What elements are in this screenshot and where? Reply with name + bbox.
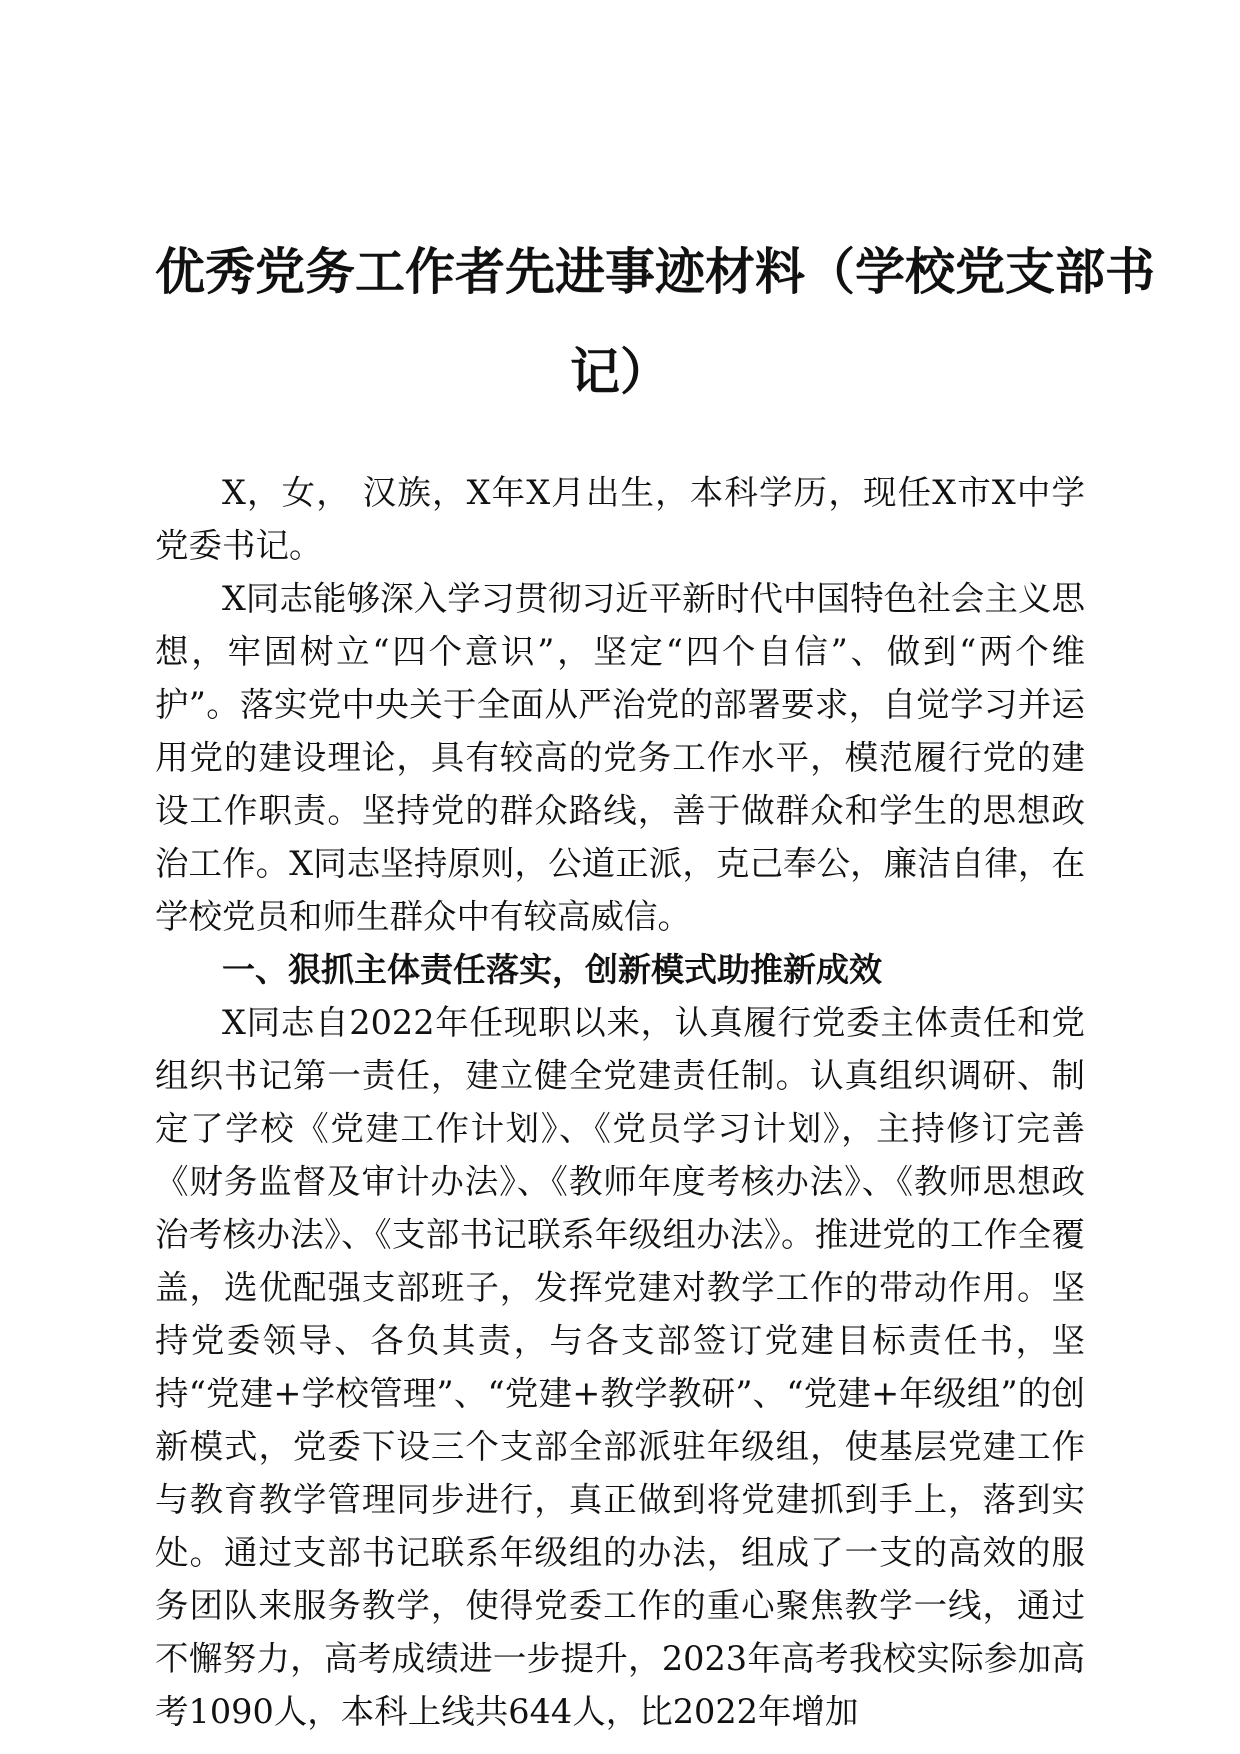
document-body — [155, 466, 1085, 1738]
section-1-paragraph: X同志自2022年任现职以来，认真履行党委主体责任和党组织书记第一责任，建立健全党建责任制。认真组织调研、制定了学校《党建工作计划》、《党员学习计划》，主持修订完善《财务监督及审计办法》、《教师年度考核办法》、《教师思想政治考核办法》、《支部书记联系年级组办法》。推进党的工作全覆盖，选优配强支部班子，发挥党建对教学工作的带动作用。坚持党委领导、各负其责，与各支部签订党建目标责任书，坚持“党建+学校管理”、“党建+教学教研”、“党建+年级组”的创新模式，党委下设三个支部全部派驻年级组，使基层党建工作与教育教学管理同步进行，真正做到将党建抓到手上，落到实处。通过支部书记联系年级组的办法，组成了一支的高效的服务团队来服务教学，使得党委工作的重心聚焦教学一线，通过不懈努力，高考成绩进一步提升，2023年高考我校实际参加高考1090人，本科上线共644人，比2022年增加 — [155, 1003, 1085, 1731]
summary-paragraph: X同志能够深入学习贯彻习近平新时代中国特色社会主义思想，牢固树立“四个意识”，坚定“四个自信”、做到“两个维护”。落实党中央关于全面从严治党的部署要求，自觉学习并运用党的建设理论，具有较高的党务工作水平，模范履行党的建设工作职责。坚持党的群众路线，善于做群众和学生的思想政治工作。X同志坚持原则，公道正派，克己奉公，廉洁自律，在学校党员和师生群众中有较高威信。 — [155, 579, 1085, 936]
section-heading-1: 一、狠抓主体责任落实，创新模式助推新成效 — [222, 950, 882, 989]
intro-paragraph: X，女， 汉族，X年X月出生，本科学历，现任X市X中学党委书记。 — [155, 473, 1085, 565]
title-line-2: 记） — [570, 343, 670, 401]
title-line-1: 优秀党务工作者先进事迹材料（学校党支部书 — [155, 243, 1155, 301]
document-title — [155, 222, 1155, 422]
